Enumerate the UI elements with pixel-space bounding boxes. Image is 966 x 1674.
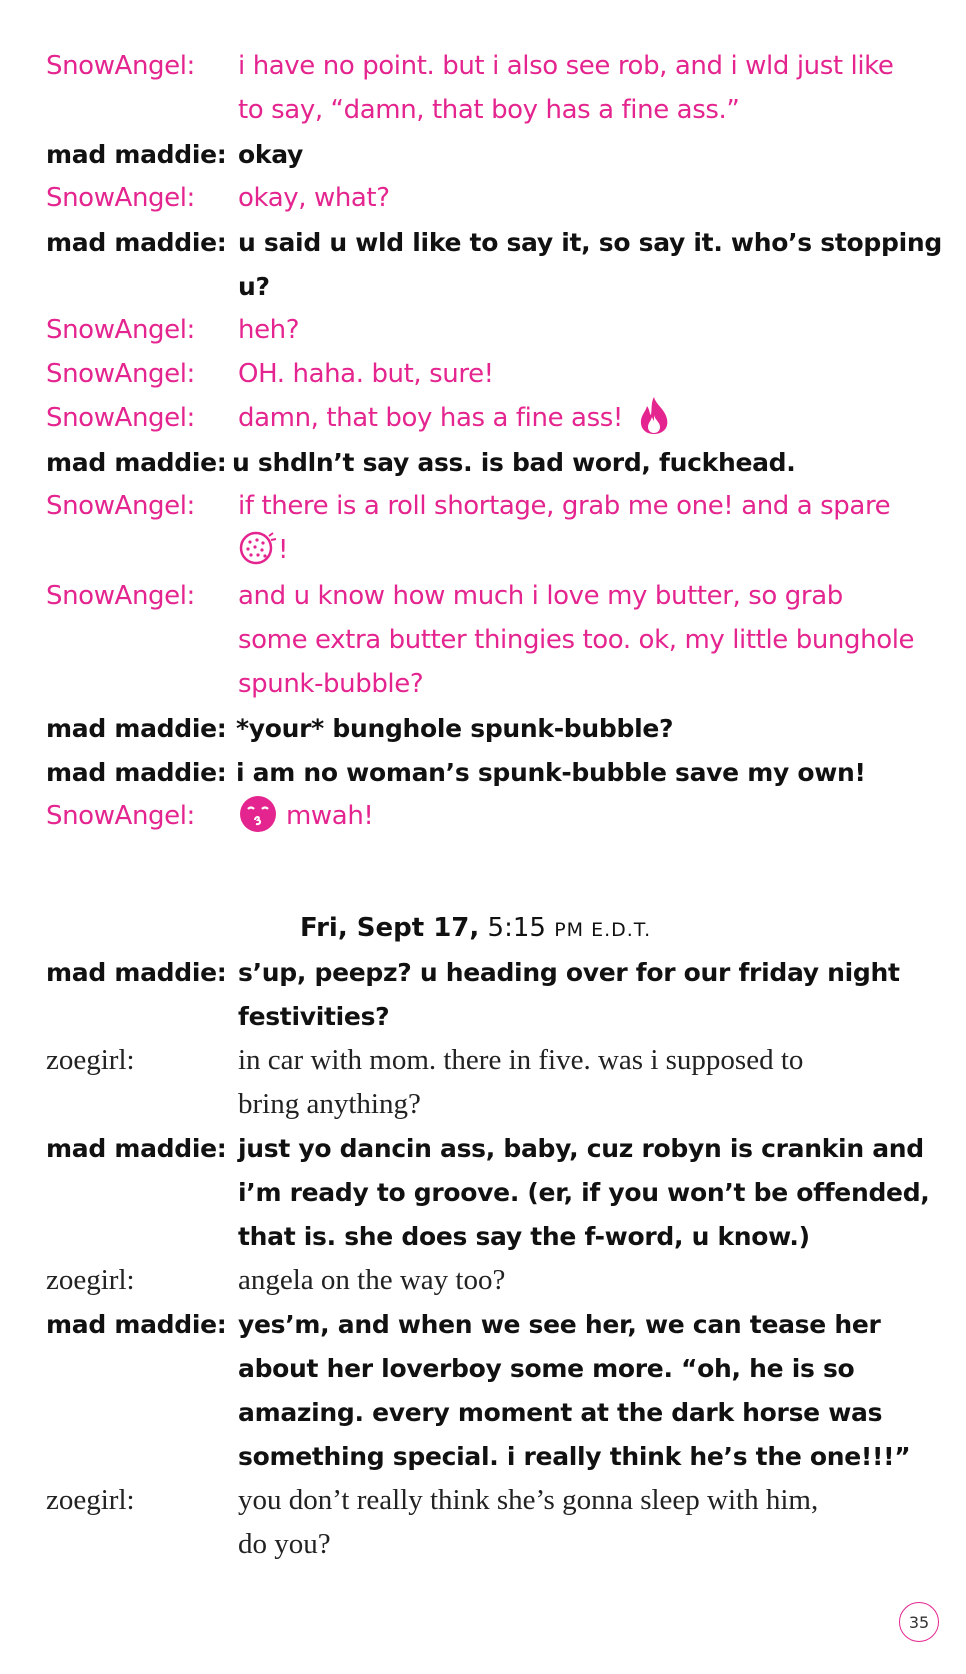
message-text: *your* bunghole spunk-bubble?: [236, 714, 674, 743]
message-text: u said u wld like to say it, so say it. who’s stopping: [238, 228, 942, 257]
speaker-name: SnowAngel:: [46, 581, 195, 611]
kiss-face-icon: [238, 794, 278, 834]
message-text: something special. i really think he’s the one!!!”: [238, 1442, 911, 1471]
message-text: s’up, peepz? u heading over for our friday night: [238, 958, 900, 987]
speaker-name: zoegirl:: [46, 1264, 135, 1296]
message-text: okay, what?: [238, 183, 390, 213]
speaker-name: zoegirl:: [46, 1044, 135, 1076]
speaker-name: SnowAngel:: [46, 51, 195, 81]
speaker-name: SnowAngel:: [46, 183, 195, 213]
message-text: i am no woman’s spunk-bubble save my own!: [236, 758, 866, 787]
speaker-name: mad maddie:: [46, 140, 227, 169]
speaker-name: mad maddie:: [46, 228, 227, 257]
message-text: OH. haha. but, sure!: [238, 359, 494, 389]
message-text: you don’t really think she’s gonna sleep with him,: [238, 1484, 819, 1516]
timestamp: Fri, Sept 17, 5:15 PM E.D.T.: [300, 913, 652, 943]
message-text: i’m ready to groove. (er, if you won’t be offended,: [238, 1178, 930, 1207]
speaker-name: mad maddie:: [46, 958, 227, 987]
speaker-name: zoegirl:: [46, 1484, 135, 1516]
speaker-name: mad maddie:: [46, 758, 227, 787]
message-text: okay: [238, 140, 303, 169]
speaker-name: SnowAngel:: [46, 359, 195, 389]
speaker-name: SnowAngel:: [46, 403, 195, 433]
message-text: and u know how much i love my butter, so grab: [238, 581, 843, 611]
speaker-name: mad maddie:: [46, 448, 227, 477]
message-text: that is. she does say the f-word, u know.): [238, 1222, 810, 1251]
speaker-name: SnowAngel:: [46, 801, 195, 831]
speaker-name: mad maddie:: [46, 1310, 227, 1339]
message-text: yes’m, and when we see her, we can tease her: [238, 1310, 881, 1339]
message-text: damn, that boy has a fine ass!: [238, 396, 671, 441]
message-text: to say, “damn, that boy has a fine ass.”: [238, 95, 740, 125]
message-text: heh?: [238, 315, 300, 345]
message-text: about her loverboy some more. “oh, he is so: [238, 1354, 855, 1383]
message-text: just yo dancin ass, baby, cuz robyn is crankin and: [238, 1134, 924, 1163]
message-text: u?: [238, 272, 270, 301]
message-text: festivities?: [238, 1002, 390, 1031]
message-text: bring anything?: [238, 1088, 421, 1120]
message-text: spunk-bubble?: [238, 669, 424, 699]
flame-icon: [637, 395, 671, 435]
speaker-name: SnowAngel:: [46, 315, 195, 345]
speaker-name: mad maddie:: [46, 714, 227, 743]
cookie-icon: [238, 530, 278, 566]
message-text: amazing. every moment at the dark horse was: [238, 1398, 883, 1427]
page-number: 35: [899, 1602, 939, 1642]
speaker-name: SnowAngel:: [46, 491, 195, 521]
message-text: u shdln’t say ass. is bad word, fuckhead.: [232, 448, 796, 477]
message-text: if there is a roll shortage, grab me one! and a spare: [238, 491, 891, 521]
message-text: in car with mom. there in five. was i supposed to: [238, 1044, 804, 1076]
message-text: mwah!: [238, 794, 373, 839]
message-text: !: [238, 528, 288, 573]
message-text: some extra butter thingies too. ok, my little bunghole: [238, 625, 915, 655]
message-text: do you?: [238, 1528, 331, 1560]
speaker-name: mad maddie:: [46, 1134, 227, 1163]
message-text: angela on the way too?: [238, 1264, 506, 1296]
message-text: i have no point. but i also see rob, and i wld just like: [238, 51, 894, 81]
